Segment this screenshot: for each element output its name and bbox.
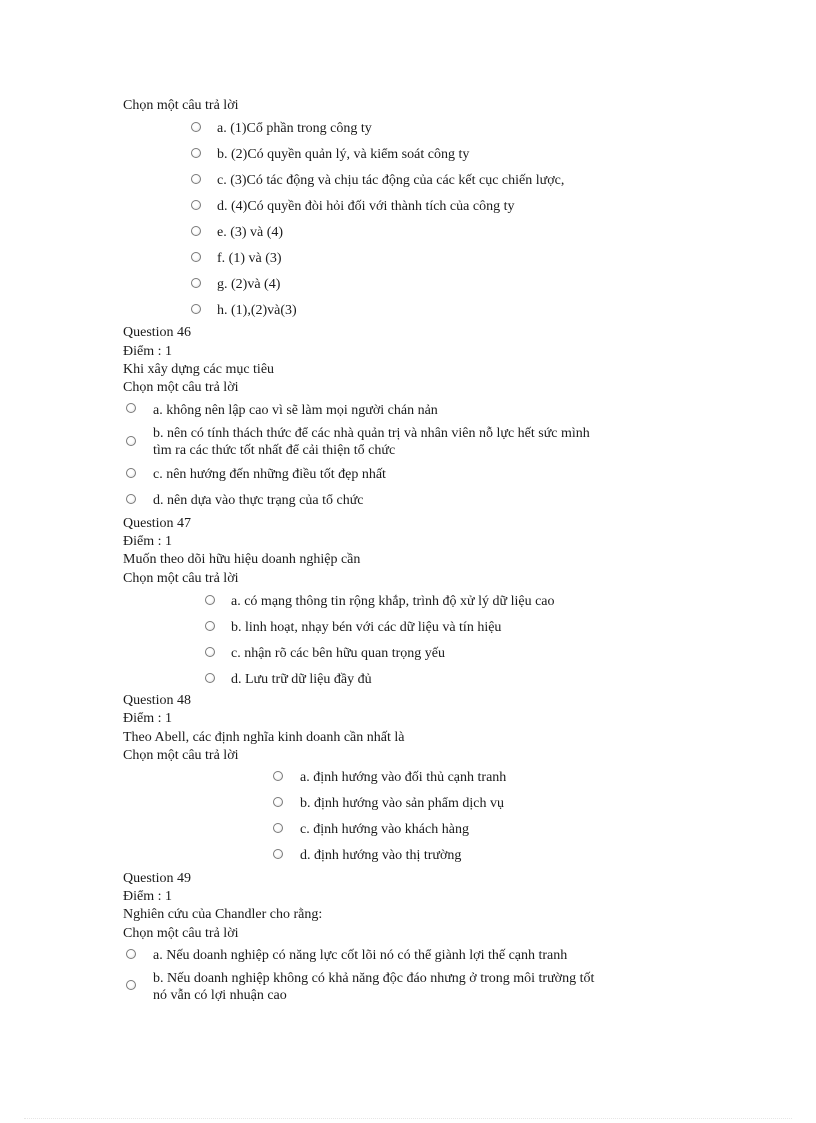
q48-option-a: a. định hướng vào đối thủ cạnh tranh: [300, 770, 507, 785]
q45-radio-g[interactable]: [191, 278, 201, 288]
q46-option-b-line2: tìm ra các thức tốt nhất để cải thiện tổ chức: [153, 443, 396, 458]
q45-radio-f[interactable]: [191, 252, 201, 262]
q48-option-b: b. định hướng vào sản phẩm dịch vụ: [300, 796, 504, 811]
q47-radio-c[interactable]: [205, 647, 215, 657]
q47-points: Điểm : 1: [123, 534, 172, 549]
q49-radio-b[interactable]: [126, 980, 136, 990]
q46-option-d: d. nên dựa vào thực trạng của tổ chức: [153, 493, 364, 508]
q48-radio-c[interactable]: [273, 823, 283, 833]
q45-option-b: b. (2)Có quyền quản lý, và kiểm soát công ty: [217, 147, 470, 162]
q48-radio-b[interactable]: [273, 797, 283, 807]
q46-option-c: c. nên hướng đến những điều tốt đẹp nhất: [153, 467, 386, 482]
q49-points: Điểm : 1: [123, 889, 172, 904]
q45-radio-a[interactable]: [191, 122, 201, 132]
q49-option-b-line2: nó vẫn có lợi nhuận cao: [153, 988, 287, 1003]
q47-radio-a[interactable]: [205, 595, 215, 605]
q48-points: Điểm : 1: [123, 711, 172, 726]
q49-radio-a[interactable]: [126, 949, 136, 959]
q49-choose-label: Chọn một câu trả lời: [123, 926, 239, 941]
q47-option-b: b. linh hoạt, nhạy bén với các dữ liệu và tín hiệu: [231, 620, 502, 635]
q48-radio-a[interactable]: [273, 771, 283, 781]
q48-question-text: Theo Abell, các định nghĩa kinh doanh cần nhất là: [123, 730, 405, 745]
q47-choose-label: Chọn một câu trả lời: [123, 571, 239, 586]
q45-option-e: e. (3) và (4): [217, 225, 284, 240]
q47-question-text: Muốn theo dõi hữu hiệu doanh nghiệp cần: [123, 552, 361, 567]
q46-question-text: Khi xây dựng các mục tiêu: [123, 362, 275, 377]
page-bottom-divider: [24, 1118, 792, 1119]
q47-option-c: c. nhận rõ các bên hữu quan trọng yếu: [231, 646, 446, 661]
q45-radio-c[interactable]: [191, 174, 201, 184]
q46-radio-d[interactable]: [126, 494, 136, 504]
q45-option-d: d. (4)Có quyền đòi hỏi đối với thành tích của công ty: [217, 199, 515, 214]
q49-option-b-line1: b. Nếu doanh nghiệp không có khả năng độc đáo nhưng ở trong môi trường tốt: [153, 971, 595, 986]
q45-radio-e[interactable]: [191, 226, 201, 236]
q46-points: Điểm : 1: [123, 344, 172, 359]
q45-option-f: f. (1) và (3): [217, 251, 282, 266]
q46-radio-c[interactable]: [126, 468, 136, 478]
q46-option-b-line1: b. nên có tính thách thức để các nhà quản trị và nhân viên nỗ lực hết sức mình: [153, 426, 590, 441]
q48-option-c: c. định hướng vào khách hàng: [300, 822, 469, 837]
q48-option-d: d. định hướng vào thị trường: [300, 848, 462, 863]
q45-option-h: h. (1),(2)và(3): [217, 303, 297, 318]
choose-answer-label: Chọn một câu trả lời: [123, 98, 239, 113]
q45-radio-d[interactable]: [191, 200, 201, 210]
q46-label: Question 46: [123, 325, 192, 340]
q48-radio-d[interactable]: [273, 849, 283, 859]
q45-option-c: c. (3)Có tác động và chịu tác động của các kết cục chiến lược,: [217, 173, 565, 188]
q48-choose-label: Chọn một câu trả lời: [123, 748, 239, 763]
q45-radio-h[interactable]: [191, 304, 201, 314]
q45-option-a: a. (1)Cổ phần trong công ty: [217, 121, 372, 136]
q46-option-b: [153, 425, 590, 459]
q45-radio-b[interactable]: [191, 148, 201, 158]
q47-option-d: d. Lưu trữ dữ liệu đầy đủ: [231, 672, 372, 687]
q46-radio-b[interactable]: [126, 436, 136, 446]
q49-question-text: Nghiên cứu của Chandler cho rằng:: [123, 907, 323, 922]
q46-radio-a[interactable]: [126, 403, 136, 413]
q49-label: Question 49: [123, 871, 192, 886]
q47-radio-d[interactable]: [205, 673, 215, 683]
q46-choose-label: Chọn một câu trả lời: [123, 380, 239, 395]
q45-option-g: g. (2)và (4): [217, 277, 281, 292]
q47-option-a: a. có mạng thông tin rộng khắp, trình độ xử lý dữ liệu cao: [231, 594, 555, 609]
q47-label: Question 47: [123, 516, 192, 531]
q49-option-b: [153, 970, 594, 1004]
q48-label: Question 48: [123, 693, 192, 708]
q47-radio-b[interactable]: [205, 621, 215, 631]
q46-option-a: a. không nên lập cao vì sẽ làm mọi người chán nản: [153, 403, 438, 418]
q49-option-a: a. Nếu doanh nghiệp có năng lực cốt lõi nó có thể giành lợi thế cạnh tranh: [153, 948, 568, 963]
